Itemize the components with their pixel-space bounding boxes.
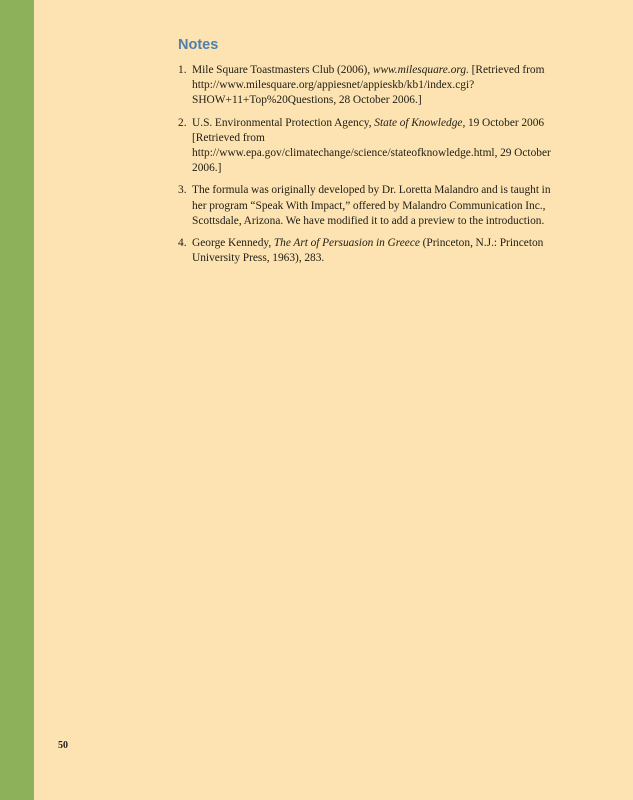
note-italic-title: The Art of Persuasion in Greece (273, 237, 420, 250)
note-number: 2. (178, 116, 187, 129)
note-item-3 (178, 183, 563, 229)
note-text: The formula was originally developed by Dr. Loretta Malandro and is taught in her program “Speak With Impact,” offered by Malandro Communication Inc., Scottsdale, Arizona. We have modified it to add a preview to the introduction. (192, 184, 551, 227)
side-color-bar (0, 0, 34, 800)
note-number: 4. (178, 237, 187, 250)
note-italic-title: State of Knowledge, (374, 116, 466, 129)
note-text: Mile Square Toastmasters Club (2006), (192, 64, 373, 76)
note-text: George Kennedy, (192, 237, 274, 250)
note-text: (Princeton, N.J.: Princeton University Press, 1963), 283. (192, 237, 544, 265)
note-item-4 (178, 236, 563, 266)
note-text: [Retrieved from http://www.milesquare.org/appiesnet/appieskb/kb1/index.cgi?SHOW+11+Top%20Questions, 28 October 2006.] (192, 64, 545, 107)
note-text: 19 October 2006 [Retrieved from http://www.epa.gov/climatechange/science/stateofknowledge.html, 29 October 2006.] (192, 116, 551, 175)
note-item-2 (178, 116, 563, 177)
note-item-1 (178, 63, 563, 109)
notes-heading: Notes (178, 37, 219, 53)
note-number: 1. (178, 64, 187, 76)
note-number: 3. (178, 184, 187, 197)
notes-list (178, 63, 563, 273)
page-number: 50 (58, 740, 68, 751)
note-text: U.S. Environmental Protection Agency, (192, 116, 375, 129)
note-italic-title: www.milesquare.org. (372, 64, 469, 76)
